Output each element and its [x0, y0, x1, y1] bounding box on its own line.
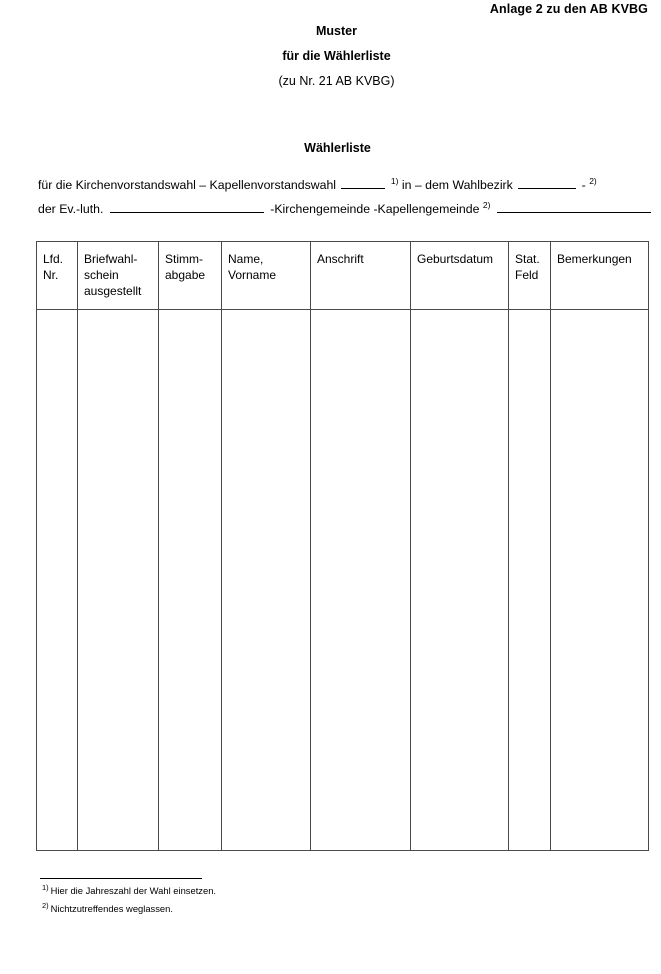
column-header-name-vorname: Name, Vorname	[222, 242, 311, 310]
cell-name-vorname[interactable]	[222, 310, 311, 851]
cell-bemerkungen[interactable]	[551, 310, 649, 851]
column-header-bemerkungen: Bemerkungen	[551, 242, 649, 310]
document-reference: Anlage 2 zu den AB KVBG	[489, 2, 648, 16]
title-block	[0, 24, 661, 88]
cell-geburtsdatum[interactable]	[411, 310, 509, 851]
footnotes-block	[42, 881, 442, 916]
title-regulation-ref: (zu Nr. 21 AB KVBG)	[278, 74, 395, 88]
intro-line1-text-1: für die Kirchenvorstandswahl – Kapellenvorstandswahl	[38, 178, 337, 193]
intro-footnote-marker-2: 2)	[589, 176, 597, 186]
fill-blank-parish-detail[interactable]	[497, 201, 651, 213]
column-header-geburtsdatum: Geburtsdatum	[411, 242, 509, 310]
column-header-lfd-nr: Lfd. Nr.	[37, 242, 78, 310]
intro-line-2	[38, 194, 652, 220]
intro-footnote-marker-1: 1)	[390, 176, 399, 186]
footnote-2-marker: 2)	[42, 900, 49, 910]
title-muster: Muster	[316, 24, 357, 38]
intro-line1-dash: -	[581, 178, 586, 193]
footnote-1-marker: 1)	[42, 883, 49, 892]
voter-list-table	[36, 241, 649, 851]
footnote-separator	[40, 878, 202, 879]
title-subject: für die Wählerliste	[282, 49, 391, 63]
fill-blank-district[interactable]	[518, 177, 576, 189]
column-header-briefwahlschein: Briefwahl- schein ausgestellt	[78, 242, 159, 310]
fill-blank-parish-name[interactable]	[110, 201, 264, 213]
intro-line2-text-2: -Kirchengemeinde -Kapellengemeinde	[270, 202, 480, 217]
cell-stimmabgabe[interactable]	[159, 310, 222, 851]
footnote-1	[42, 881, 442, 899]
cell-lfd-nr[interactable]	[37, 310, 78, 851]
table-header-row	[37, 242, 649, 310]
intro-line-1	[38, 170, 652, 196]
cell-anschrift[interactable]	[311, 310, 411, 851]
intro-line1-text-2: in – dem Wahlbezirk	[401, 178, 513, 193]
fill-blank-year[interactable]	[341, 177, 385, 189]
cell-briefwahlschein[interactable]	[78, 310, 159, 851]
footnote-2	[42, 899, 442, 917]
section-title: Wählerliste	[304, 141, 371, 155]
intro-footnote-marker-3: 2)	[482, 200, 491, 210]
footnote-1-text: Hier die Jahreszahl der Wahl einsetzen.	[50, 885, 217, 897]
column-header-stat-feld: Stat. Feld	[509, 242, 551, 310]
cell-stat-feld[interactable]	[509, 310, 551, 851]
intro-line2-text-1: der Ev.-luth.	[38, 202, 104, 217]
column-header-stimmabgabe: Stimm- abgabe	[159, 242, 222, 310]
table-body-row	[37, 310, 649, 851]
column-header-anschrift: Anschrift	[311, 242, 411, 310]
footnote-2-text: Nichtzutreffendes weglassen.	[50, 902, 173, 914]
